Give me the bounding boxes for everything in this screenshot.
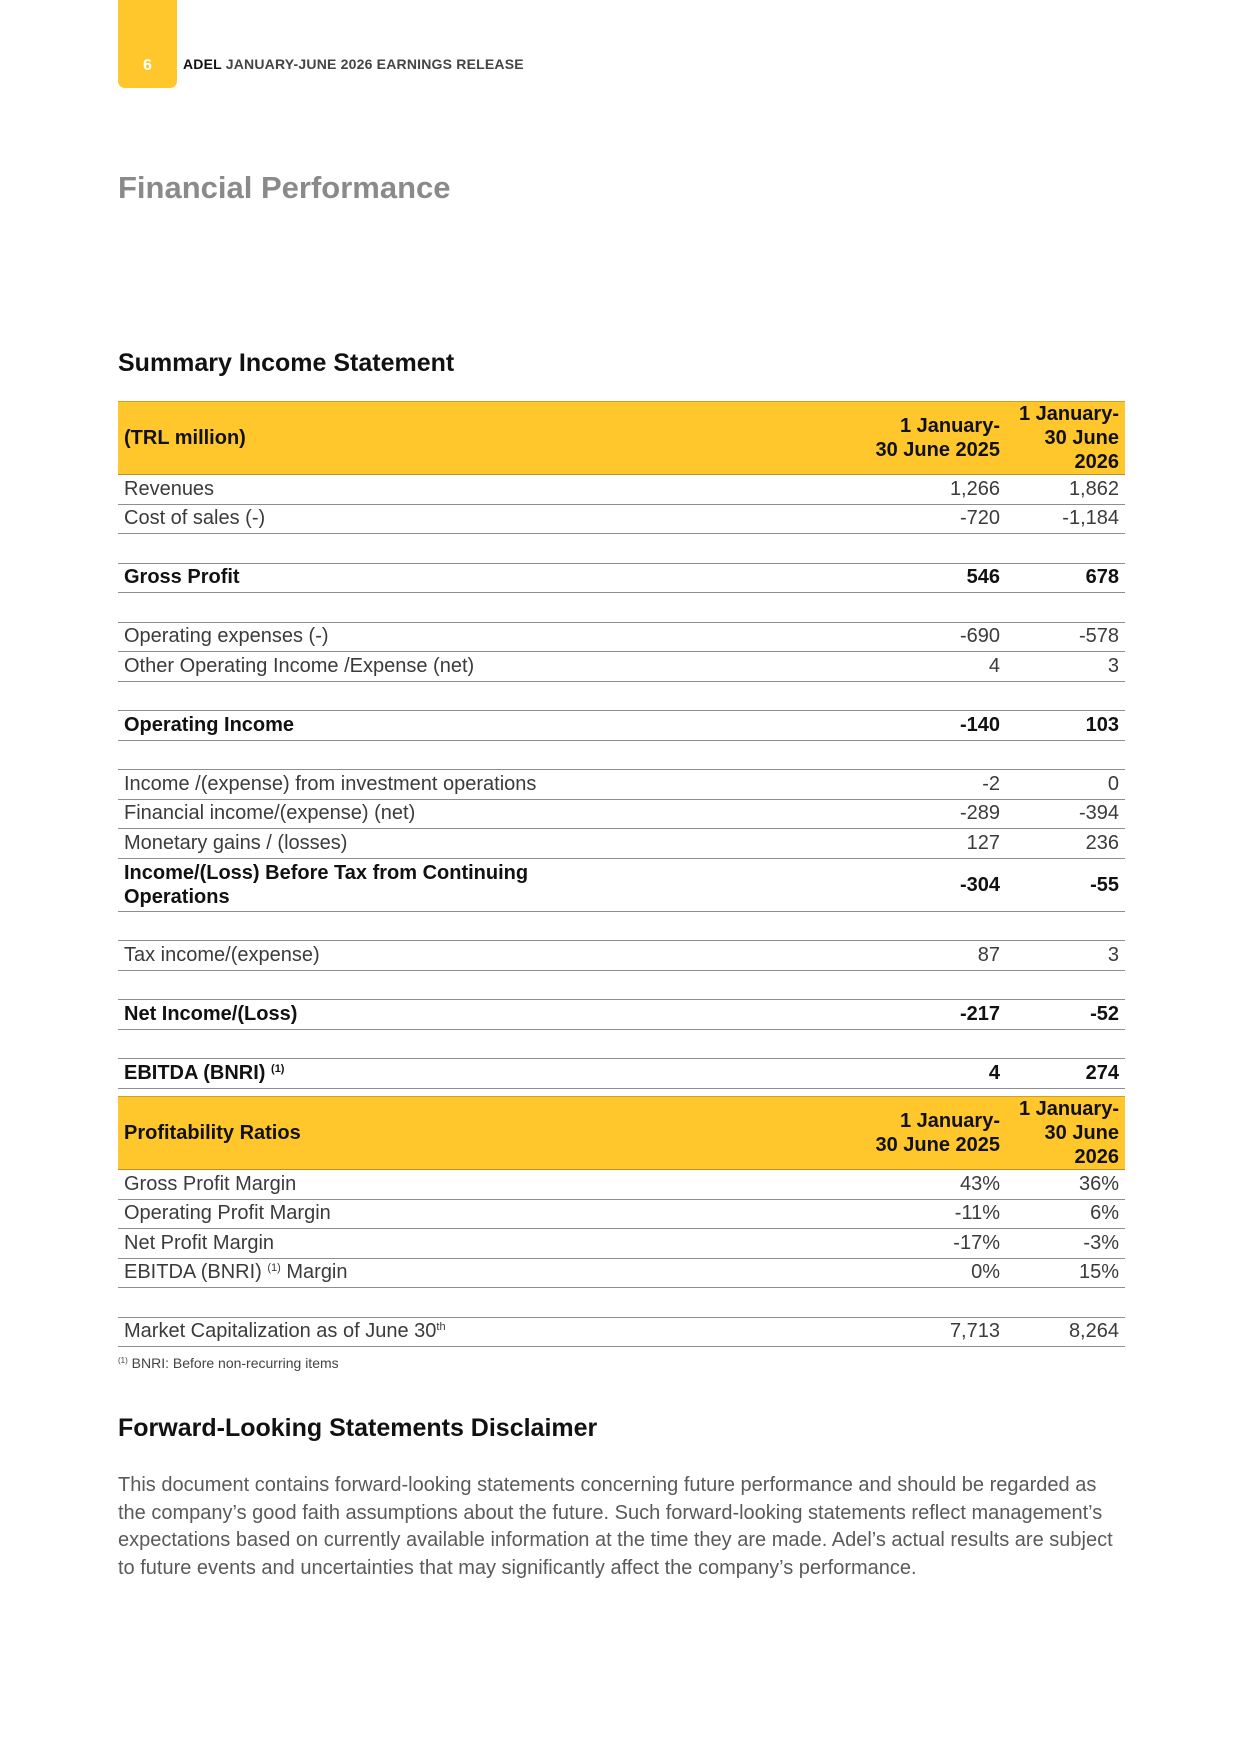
- spacer-row: [118, 534, 1125, 564]
- value-2026: 3: [1006, 941, 1125, 971]
- table-row: [118, 1170, 1125, 1200]
- row-label: Net Profit Margin: [118, 1229, 647, 1259]
- table-row: [118, 622, 1125, 652]
- row-label-line1: Income/(Loss) Before Tax from Continuing: [124, 861, 529, 884]
- disclaimer-text: This document contains forward-looking statements concerning future performance and should be regarded as the company’s good faith assumptions about the future. Such forward-looking statements reflect management’s expectations based on currently available information at the time they are made. Adel’s actual results are subject to future events and uncertainties that may significantly affect the company’s performance.: [118, 1474, 1113, 1579]
- table-row: [118, 652, 1125, 682]
- footnote: [118, 1355, 339, 1371]
- ordinal-suffix: th: [436, 1321, 446, 1334]
- value-2025: -304: [647, 858, 1006, 911]
- row-label: Monetary gains / (losses): [118, 829, 647, 859]
- table-row: [118, 475, 1125, 505]
- value-2025: -11%: [647, 1199, 1006, 1229]
- value-2026: -3%: [1006, 1229, 1125, 1259]
- row-label: Income /(expense) from investment operations: [118, 770, 647, 800]
- value-2026: -1,184: [1006, 504, 1125, 534]
- running-header-brand: ADEL: [183, 56, 222, 72]
- row-label: Revenues: [118, 475, 647, 505]
- column-header-2026-line1: 1 January-: [1018, 403, 1119, 425]
- column-header-2025: [647, 402, 1006, 475]
- table-row: [118, 1199, 1125, 1229]
- value-2026: -52: [1006, 1000, 1125, 1030]
- spacer-row: [118, 970, 1125, 1000]
- value-2026: 36%: [1006, 1170, 1125, 1200]
- row-label-pre: EBITDA (BNRI): [124, 1261, 268, 1284]
- footnote-marker: (1): [118, 1356, 128, 1365]
- column-header-2025-line2: 30 June 2025: [875, 439, 1000, 461]
- row-label: Other Operating Income /Expense (net): [118, 652, 647, 682]
- disclaimer-title: Forward-Looking Statements Disclaimer: [118, 1414, 598, 1442]
- row-label: Net Income/(Loss): [118, 1000, 647, 1030]
- table-row: [118, 829, 1125, 859]
- row-label: [118, 1059, 647, 1089]
- row-label: [118, 1317, 647, 1347]
- spacer-row: [118, 1288, 1125, 1318]
- footnote-text: BNRI: Before non-recurring items: [127, 1355, 339, 1371]
- table-row: [118, 1059, 1125, 1089]
- value-2026: -55: [1006, 858, 1125, 911]
- value-2026: 103: [1006, 711, 1125, 741]
- profitability-ratios-table: [118, 1096, 1125, 1347]
- value-2026: 8,264: [1006, 1317, 1125, 1347]
- value-2025: 0%: [647, 1258, 1006, 1288]
- value-2026: 15%: [1006, 1258, 1125, 1288]
- column-header-2025-line1: 1 January-: [899, 1110, 1000, 1132]
- row-label: Operating Profit Margin: [118, 1199, 647, 1229]
- value-2025: -217: [647, 1000, 1006, 1030]
- column-header-2026-line2: 30 June 2026: [1044, 1122, 1119, 1168]
- value-2025: -720: [647, 504, 1006, 534]
- spacer-row: [118, 911, 1125, 941]
- value-2025: -690: [647, 622, 1006, 652]
- column-header-2026-line2: 30 June 2026: [1044, 427, 1119, 473]
- value-2025: 43%: [647, 1170, 1006, 1200]
- value-2025: 87: [647, 941, 1006, 971]
- income-statement-title: Summary Income Statement: [118, 349, 455, 377]
- column-header-2025-line1: 1 January-: [899, 415, 1000, 437]
- value-2025: -17%: [647, 1229, 1006, 1259]
- column-header-2026: [1006, 1097, 1125, 1170]
- value-2026: 6%: [1006, 1199, 1125, 1229]
- spacer-row: [118, 740, 1125, 770]
- row-label: [118, 858, 647, 911]
- table-row: [118, 1317, 1125, 1347]
- column-header-2025: [647, 1097, 1006, 1170]
- table-row: [118, 1258, 1125, 1288]
- spacer-row: [118, 1029, 1125, 1059]
- row-label-post: Margin: [280, 1261, 348, 1284]
- value-2026: -578: [1006, 622, 1125, 652]
- value-2025: 1,266: [647, 475, 1006, 505]
- footnote-marker: (1): [267, 1262, 281, 1275]
- table-row: [118, 711, 1125, 741]
- table-row: [118, 504, 1125, 534]
- table-row: [118, 563, 1125, 593]
- income-statement-table: [118, 401, 1125, 1089]
- column-header-2026-line1: 1 January-: [1018, 1098, 1119, 1120]
- table-row: [118, 1000, 1125, 1030]
- row-label: Operating expenses (-): [118, 622, 647, 652]
- table-row: [118, 1229, 1125, 1259]
- value-2026: 678: [1006, 563, 1125, 593]
- value-2025: 4: [647, 652, 1006, 682]
- row-label-text: Market Capitalization as of June 30: [124, 1320, 437, 1343]
- value-2026: 236: [1006, 829, 1125, 859]
- row-label: Cost of sales (-): [118, 504, 647, 534]
- column-header-2026: [1006, 402, 1125, 475]
- income-statement-header-row: [118, 402, 1125, 475]
- value-2025: 127: [647, 829, 1006, 859]
- value-2026: 274: [1006, 1059, 1125, 1089]
- spacer-row: [118, 593, 1125, 623]
- spacer-row: [118, 681, 1125, 711]
- ratios-header-row: [118, 1097, 1125, 1170]
- column-header-2025-line2: 30 June 2025: [875, 1134, 1000, 1156]
- row-label: Financial income/(expense) (net): [118, 799, 647, 829]
- value-2025: -2: [647, 770, 1006, 800]
- page-title: Financial Performance: [118, 170, 451, 205]
- row-label: [118, 1258, 647, 1288]
- value-2026: 3: [1006, 652, 1125, 682]
- value-2026: -394: [1006, 799, 1125, 829]
- table-row: [118, 858, 1125, 911]
- value-2025: -140: [647, 711, 1006, 741]
- value-2025: -289: [647, 799, 1006, 829]
- value-2026: 1,862: [1006, 475, 1125, 505]
- running-header-title: JANUARY-JUNE 2026 EARNINGS RELEASE: [221, 56, 524, 72]
- table-row: [118, 770, 1125, 800]
- footnote-marker: (1): [271, 1062, 285, 1075]
- row-label-text: EBITDA (BNRI): [124, 1061, 266, 1084]
- page-number: 6: [143, 57, 152, 74]
- row-label: Gross Profit: [118, 563, 647, 593]
- row-label: Operating Income: [118, 711, 647, 741]
- table-row: [118, 799, 1125, 829]
- value-2026: 0: [1006, 770, 1125, 800]
- table-row: [118, 941, 1125, 971]
- value-2025: 546: [647, 563, 1006, 593]
- row-label: Gross Profit Margin: [118, 1170, 647, 1200]
- row-label: Tax income/(expense): [118, 941, 647, 971]
- row-label-line2: Operations: [124, 885, 230, 908]
- value-2025: 7,713: [647, 1317, 1006, 1347]
- running-header: [183, 56, 524, 72]
- column-header-ratios: Profitability Ratios: [118, 1097, 647, 1170]
- column-header-unit: (TRL million): [118, 402, 647, 475]
- value-2025: 4: [647, 1059, 1006, 1089]
